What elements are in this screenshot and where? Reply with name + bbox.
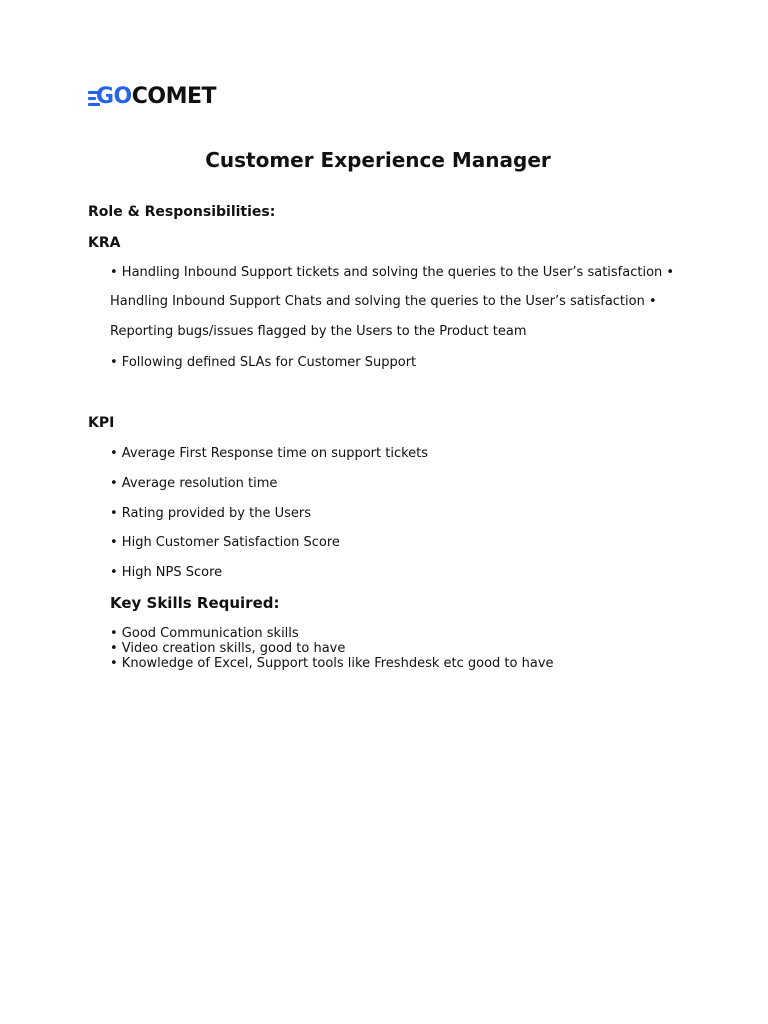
kra-line: Handling Inbound Support Chats and solving the queries to the User’s satisfaction • [110, 294, 657, 309]
logo-wordmark [96, 83, 216, 111]
page-title: Customer Experience Manager [205, 148, 551, 172]
skill-item: • Knowledge of Excel, Support tools like Freshdesk etc good to have [110, 656, 554, 671]
kpi-item: • High NPS Score [110, 565, 223, 580]
kpi-heading: KPI [88, 415, 115, 431]
key-skills-heading: Key Skills Required: [110, 594, 280, 612]
logo-comet: COMET [131, 84, 217, 109]
kra-heading: KRA [88, 235, 121, 251]
skill-item: • Good Communication skills [110, 626, 299, 641]
company-logo [88, 86, 248, 112]
logo-go: GO [96, 84, 132, 109]
kra-line: • Handling Inbound Support tickets and solving the queries to the User’s satisfaction • [110, 265, 675, 280]
kpi-item: • Average First Response time on support tickets [110, 446, 429, 461]
kra-line: • Following defined SLAs for Customer Support [110, 355, 417, 370]
role-responsibilities-heading: Role & Responsibilities: [88, 204, 276, 220]
kpi-item: • High Customer Satisfaction Score [110, 535, 340, 550]
skill-item: • Video creation skills, good to have [110, 641, 346, 656]
kra-line: Reporting bugs/issues flagged by the Users to the Product team [110, 324, 527, 339]
kpi-item: • Rating provided by the Users [110, 506, 311, 521]
kpi-item: • Average resolution time [110, 476, 278, 491]
